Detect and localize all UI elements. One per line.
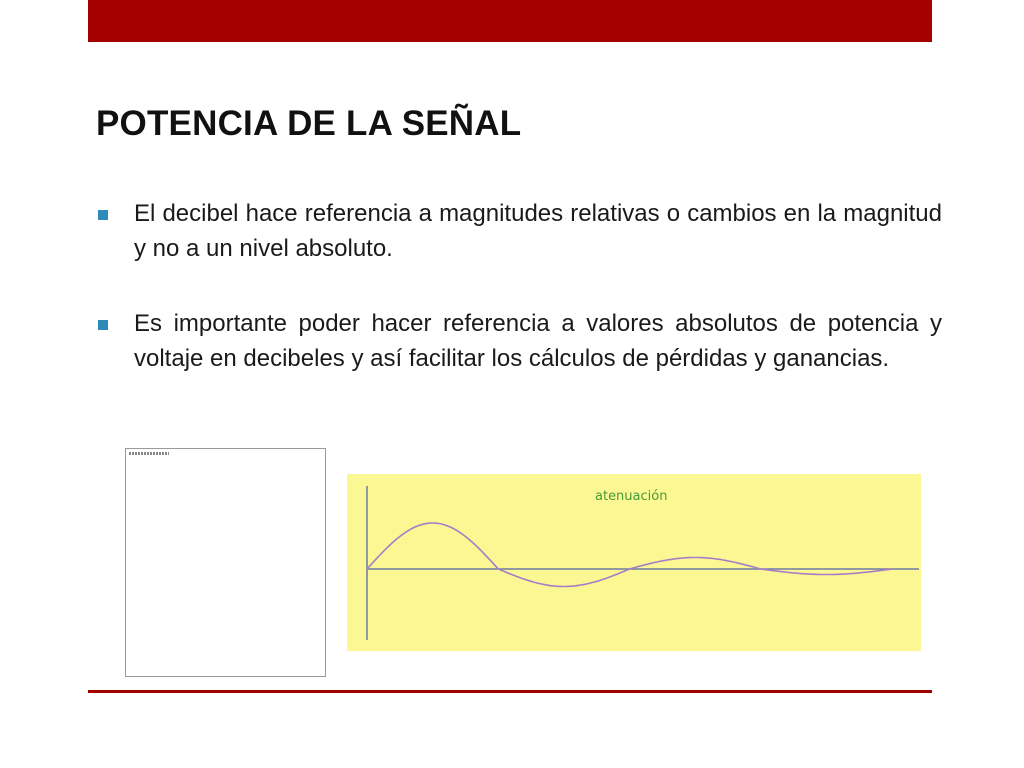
thumbnail-caption-mark: [129, 452, 169, 455]
bullet-text: Es importante poder hacer referencia a valores absolutos de potencia y voltaje en decibeles y así facilitar los cálculos de pérdidas y ganancias.: [134, 310, 942, 372]
attenuation-figure: [347, 474, 921, 651]
bottom-accent-line: [88, 690, 932, 693]
slide-title: POTENCIA DE LA SEÑAL: [96, 104, 522, 143]
bullet-item: [96, 196, 942, 266]
square-bullet-icon: [98, 210, 108, 220]
figure-label: atenuación: [595, 489, 668, 504]
bullet-item: [96, 306, 942, 376]
square-bullet-icon: [98, 320, 108, 330]
image-placeholder-frame: [125, 448, 326, 677]
top-accent-bar: [88, 0, 932, 42]
bullet-list: [96, 196, 942, 376]
bullet-text: El decibel hace referencia a magnitudes relativas o cambios en la magnitud y no a un nivel absoluto.: [134, 200, 942, 262]
